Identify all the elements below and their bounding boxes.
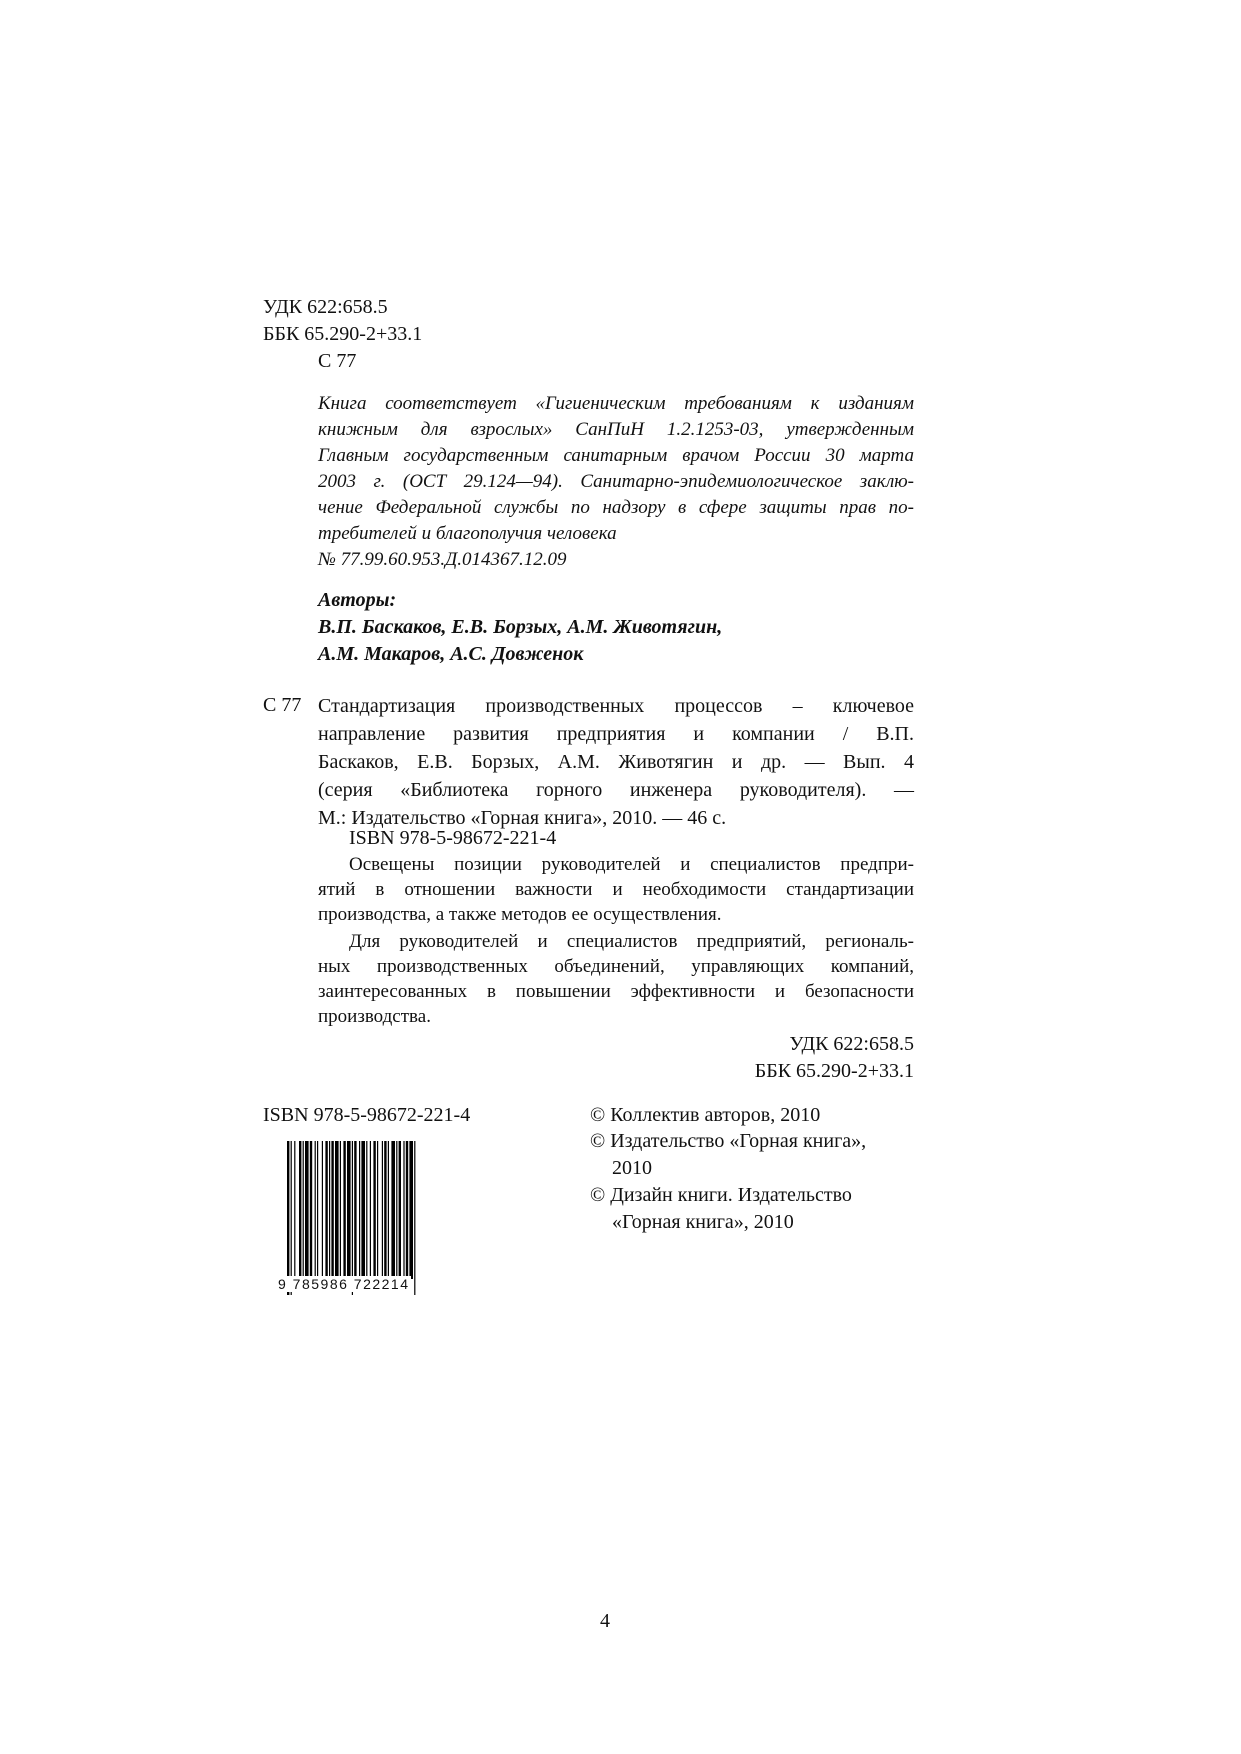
footer-bbk-code: ББК 65.290-2+33.1 xyxy=(754,1060,914,1082)
barcode-bar xyxy=(329,1141,330,1279)
annotation-line: заинтересованных в повышении эффективности и безопасности xyxy=(318,981,914,1002)
isbn-label: ISBN 978-5-98672-221-4 xyxy=(263,1104,471,1126)
barcode-bar xyxy=(406,1141,408,1279)
bbk-code: ББК 65.290-2+33.1 xyxy=(263,323,423,345)
sanitary-note-line: 2003 г. (ОСТ 29.124—94). Санитарно-эпидемиологическое заклю- xyxy=(318,471,914,492)
copyright-line: © Дизайн книги. Издательство xyxy=(590,1184,852,1206)
authors-line: В.П. Баскаков, Е.В. Борзых, А.М. Животягин, xyxy=(318,616,723,638)
barcode-bar xyxy=(359,1141,360,1279)
barcode-bar xyxy=(294,1141,295,1279)
copyright-line: 2010 xyxy=(612,1157,652,1179)
footer-udk-code: УДК 622:658.5 xyxy=(789,1033,914,1055)
barcode-bar xyxy=(325,1141,327,1279)
barcode-bar xyxy=(388,1141,389,1279)
barcode-digits: 9 785986 722214 xyxy=(278,1276,410,1292)
barcode-bar xyxy=(347,1141,351,1279)
sanitary-note-line: № 77.99.60.953.Д.014367.12.09 xyxy=(318,549,567,570)
barcode-bar xyxy=(384,1141,386,1279)
barcode-bar xyxy=(354,1141,356,1279)
bibliographic-line: М.: Издательство «Горная книга», 2010. — 46 с. xyxy=(318,807,727,829)
barcode-bar xyxy=(403,1141,404,1279)
bibliographic-description xyxy=(318,692,914,832)
bibliographic-isbn: ISBN 978-5-98672-221-4 xyxy=(349,827,557,849)
barcode-bar xyxy=(287,1141,289,1295)
barcode-bar xyxy=(366,1141,367,1279)
copyright-line: «Горная книга», 2010 xyxy=(612,1211,794,1233)
barcode-bar xyxy=(396,1141,397,1279)
bibliographic-line: (серия «Библиотека горного инженера руководителя). — xyxy=(318,779,914,801)
barcode-bar xyxy=(352,1141,353,1295)
isbn-barcode xyxy=(285,1141,457,1295)
bibliographic-mark: С 77 xyxy=(263,694,302,716)
barcode-bar xyxy=(409,1141,413,1279)
barcode-bar xyxy=(291,1141,292,1295)
barcode-bar xyxy=(382,1141,383,1279)
sanitary-note xyxy=(318,391,914,573)
barcode-bar xyxy=(315,1141,316,1279)
barcode-bar xyxy=(414,1141,415,1295)
annotation-line: ных производственных объединений, управляющих компаний, xyxy=(318,956,914,977)
sanitary-note-line: Главным государственным санитарным врачом России 30 марта xyxy=(318,445,914,466)
barcode-bar xyxy=(303,1141,304,1279)
barcode-bar xyxy=(331,1141,333,1279)
barcode-bar xyxy=(399,1141,401,1279)
sanitary-note-line: книжным для взрослых» СанПиН 1.2.1253-03, утвержденным xyxy=(318,419,914,440)
authors-line: А.М. Макаров, А.С. Довженок xyxy=(318,643,584,665)
copyright-line: © Коллектив авторов, 2010 xyxy=(590,1104,821,1126)
bibliographic-line: Баскаков, Е.В. Борзых, А.М. Животягин и др. — Вып. 4 xyxy=(318,751,914,773)
sanitary-note-line: требителей и благополучия человека xyxy=(318,523,617,544)
bibliographic-line: направление развития предприятия и компании / В.П. xyxy=(318,723,914,745)
barcode-bar xyxy=(310,1141,312,1279)
barcode-bar xyxy=(377,1141,378,1279)
barcode-bar xyxy=(322,1141,323,1279)
sanitary-note-line: Книга соответствует «Гигиеническим требованиям к изданиям xyxy=(318,393,914,414)
annotation-line: Для руководителей и специалистов предприятий, региональ- xyxy=(349,931,914,952)
barcode-bar xyxy=(305,1141,309,1279)
author-mark: С 77 xyxy=(318,350,357,372)
annotation-paragraph-1 xyxy=(318,852,914,927)
barcode-bar xyxy=(335,1141,339,1279)
udk-code: УДК 622:658.5 xyxy=(263,296,388,318)
annotation-line: производства, а также методов ее осуществления. xyxy=(318,904,722,925)
barcode-bar xyxy=(391,1141,395,1279)
annotation-line: ятий в отношении важности и необходимости стандартизации xyxy=(318,879,914,900)
authors-heading: Авторы: xyxy=(318,589,397,611)
bibliographic-line: Стандартизация производственных процессов – ключевое xyxy=(318,695,914,717)
sanitary-note-line: чение Федеральной службы по надзору в сфере защиты прав по- xyxy=(318,497,914,518)
barcode-bar xyxy=(361,1141,365,1279)
copyright-line: © Издательство «Горная книга», xyxy=(590,1130,867,1152)
annotation-paragraph-2 xyxy=(318,929,914,1029)
barcode-bar xyxy=(373,1141,375,1279)
barcode-bar xyxy=(317,1141,318,1279)
page-number: 4 xyxy=(600,1610,610,1632)
barcode-bar xyxy=(299,1141,301,1279)
annotation-line: Освещены позиции руководителей и специалистов предпри- xyxy=(349,854,914,875)
annotation-line: производства. xyxy=(318,1006,431,1027)
barcode-bar xyxy=(343,1141,345,1279)
footer-codes xyxy=(614,1031,914,1085)
barcode-bar xyxy=(370,1141,371,1279)
barcode-bar xyxy=(340,1141,341,1279)
